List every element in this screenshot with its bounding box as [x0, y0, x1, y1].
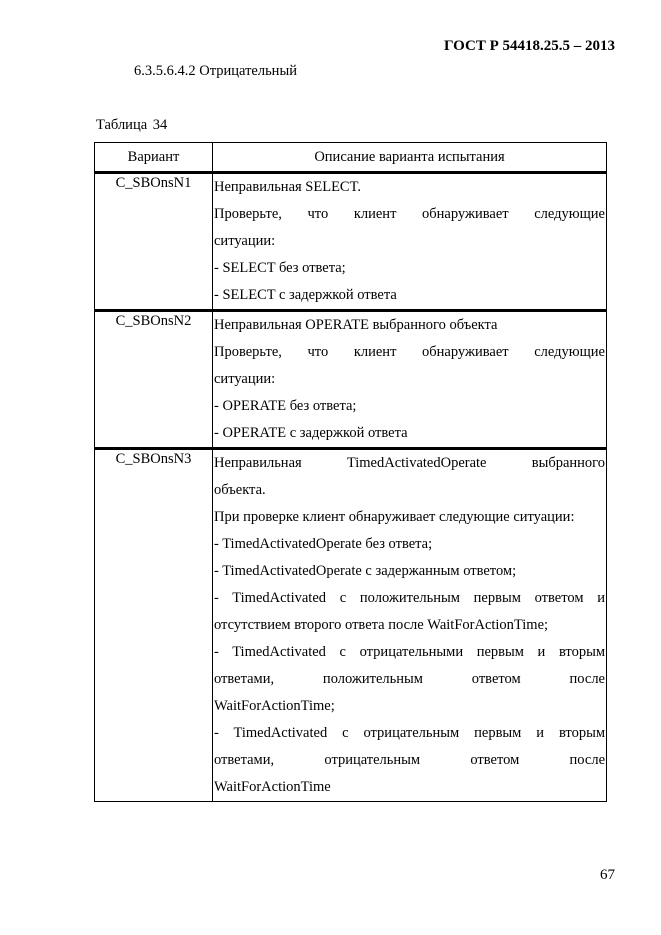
- description-line: - TimedActivated с отрицательным первым и вторым: [214, 725, 605, 741]
- variant-cell: C_SBOnsN1: [95, 173, 213, 311]
- description-line: Неправильная OPERATE выбранного объекта: [214, 317, 498, 333]
- table-row: [95, 173, 607, 311]
- description-line: - SELECT с задержкой ответа: [214, 287, 397, 303]
- description-line: - TimedActivated с положительным первым ответом и: [214, 590, 605, 606]
- description-line: - OPERATE без ответа;: [214, 398, 357, 414]
- description-cell: [213, 449, 607, 802]
- description-line: - TimedActivated с отрицательными первым и вторым: [214, 644, 605, 660]
- description-line: ситуации:: [214, 371, 276, 387]
- variant-cell: C_SBOnsN3: [95, 449, 213, 802]
- description-line: Проверьте, что клиент обнаруживает следующие: [214, 206, 605, 222]
- description-line: - TimedActivatedOperate без ответа;: [214, 536, 433, 552]
- document-header: ГОСТ Р 54418.25.5 – 2013: [443, 38, 615, 54]
- description-line: ответами, положительным ответом после: [214, 671, 605, 687]
- description-line: отсутствием второго ответа после WaitForActionTime;: [214, 617, 549, 633]
- table-row: [95, 449, 607, 802]
- description-line: WaitForActionTime: [214, 779, 331, 795]
- description-cell: [213, 173, 607, 311]
- table-row: [95, 311, 607, 449]
- description-line: Неправильная TimedActivatedOperate выбранного: [214, 455, 605, 471]
- table-caption: [96, 117, 167, 134]
- description-line: - OPERATE с задержкой ответа: [214, 425, 408, 441]
- table-caption-word: Таблица: [96, 117, 148, 133]
- description-line: ситуации:: [214, 233, 276, 249]
- page-number: 67: [600, 867, 615, 883]
- section-heading: 6.3.5.6.4.2 Отрицательный: [134, 63, 297, 79]
- column-header-variant: Вариант: [95, 143, 213, 173]
- description-line: ответами, отрицательным ответом после: [214, 752, 605, 768]
- description-line: Неправильная SELECT.: [214, 179, 362, 195]
- description-line: - TimedActivatedOperate с задержанным ответом;: [214, 563, 517, 579]
- column-header-description: Описание варианта испытания: [213, 143, 607, 173]
- variant-cell: C_SBOnsN2: [95, 311, 213, 449]
- description-line: объекта.: [214, 482, 266, 498]
- description-line: WaitForActionTime;: [214, 698, 335, 714]
- description-line: При проверке клиент обнаруживает следующие ситуации:: [214, 509, 575, 525]
- test-variants-table: [94, 142, 607, 802]
- description-cell: [213, 311, 607, 449]
- description-line: - SELECT без ответа;: [214, 260, 346, 276]
- table-caption-number: 34: [152, 117, 168, 133]
- description-line: Проверьте, что клиент обнаруживает следующие: [214, 344, 605, 360]
